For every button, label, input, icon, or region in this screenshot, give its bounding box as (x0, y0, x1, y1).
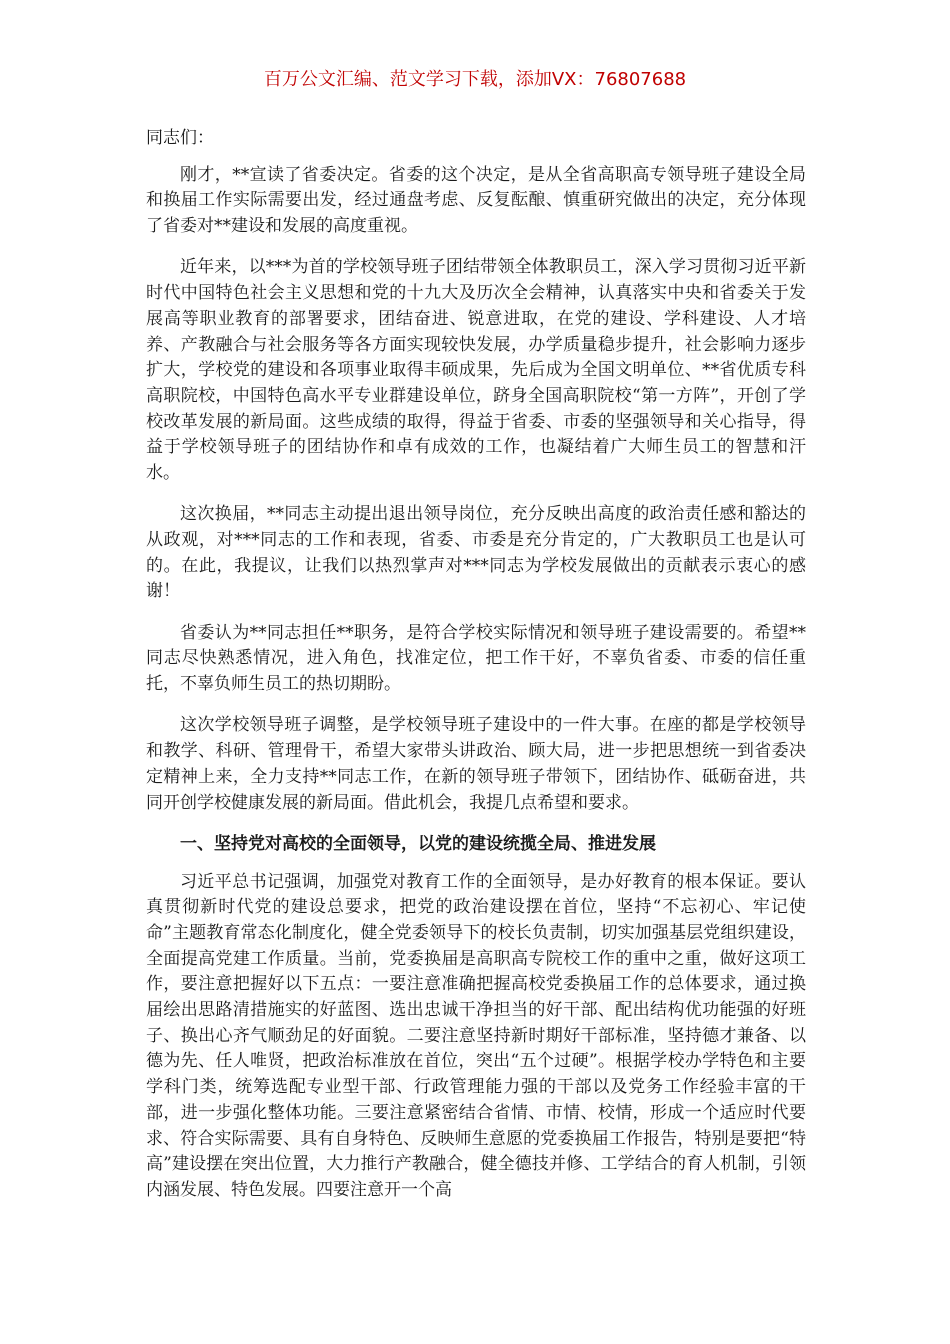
section-1-paragraph: 习近平总书记强调，加强党对教育工作的全面领导，是办好教育的根本保证。要认真贯彻新时代党的建设总要求，把党的政治建设摆在首位，坚持“不忘初心、牢记使命”主题教育常态化制度化，健全党委领导下的校长负责制，切实加强基层党组织建设，全面提高党建工作质量。当前，党委换届是高职高专院校工作的重中之重，做好这项工作，要注意把握好以下五点：一要注意准确把握高校党委换届工作的总体要求，通过换届绘出思路清措施实的好蓝图、选出忠诚干净担当的好干部、配出结构优功能强的好班子、换出心齐气顺劲足的好面貌。二要注意坚持新时期好干部标准，坚持德才兼备、以德为先、任人唯贤，把政治标准放在首位，突出“五个过硬”。根据学校办学特色和主要学科门类，统筹选配专业型干部、行政管理能力强的干部以及党务工作经验丰富的干部，进一步强化整体功能。三要注意紧密结合省情、市情、校情，形成一个适应时代要求、符合实际需要、具有自身特色、反映师生意愿的党委换届工作报告，特别是要把“特高”建设摆在突出位置，大力推行产教融合，健全德技并修、工学结合的育人机制，引领内涵发展、特色发展。四要注意开一个高 (146, 871, 806, 1200)
watermark-header: 百万公文汇编、范文学习下载，添加VX：76807688 (263, 69, 687, 90)
paragraph-2: 近年来，以***为首的学校领导班子团结带领全体教职员工，深入学习贯彻习近平新时代中国特色社会主义思想和党的十九大及历次全会精神，认真落实中央和省委关于发展高等职业教育的部署要求，团结奋进、锐意进取，在党的建设、学科建设、人才培养、产教融合与社会服务等各方面实现较快发展，办学质量稳步提升，社会影响力逐步扩大，学校党的建设和各项事业取得丰硕成果，先后成为全国文明单位、**省优质专科高职院校，中国特色高水平专业群建设单位，跻身全国高职院校“第一方阵”，开创了学校改革发展的新局面。这些成绩的取得，得益于省委、市委的坚强领导和关心指导，得益于学校领导班子的团结协作和卓有成效的工作，也凝结着广大师生员工的智慧和汗水。 (146, 257, 806, 484)
paragraph-5: 这次学校领导班子调整，是学校领导班子建设中的一件大事。在座的都是学校领导和教学、科研、管理骨干，希望大家带头讲政治、顾大局，进一步把思想统一到省委决定精神上来，全力支持**同志工作，在新的领导班子带领下，团结协作、砥砺奋进，共同开创学校健康发展的新局面。借此机会，我提几点希望和要求。 (146, 715, 806, 813)
paragraph-1: 刚才，**宣读了省委决定。省委的这个决定，是从全省高职高专领导班子建设全局和换届工作实际需要出发，经过通盘考虑、反复酝酿、慎重研究做出的决定，充分体现了省委对**建设和发展的高度重视。 (146, 164, 806, 237)
paragraph-4: 省委认为**同志担任**职务，是符合学校实际情况和领导班子建设需要的。希望**同志尽快熟悉情况，进入角色，找准定位，把工作干好，不辜负省委、市委的信任重托，不辜负师生员工的热切期盼。 (146, 622, 806, 695)
document-body (146, 126, 806, 1219)
section-heading-1: 一、坚持党对高校的全面领导，以党的建设统揽全局、推进发展 (180, 833, 656, 854)
paragraph-3: 这次换届，**同志主动提出退出领导岗位，充分反映出高度的政治责任感和豁达的从政观，对***同志的工作和表现，省委、市委是充分肯定的，广大教职员工也是认可的。在此，我提议，让我们以热烈掌声对***同志为学校发展做出的贡献表示衷心的感谢！ (146, 504, 806, 602)
salutation: 同志们： (146, 128, 214, 148)
